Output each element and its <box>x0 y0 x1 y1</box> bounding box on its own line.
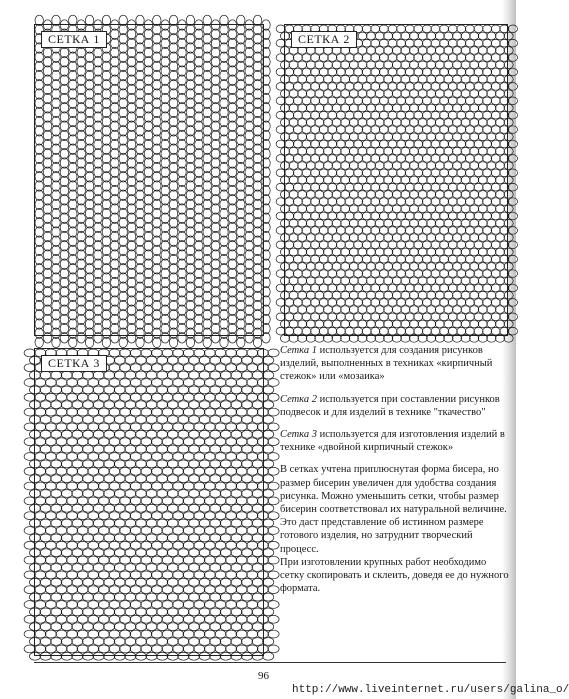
grid-1-label: СЕТКА 1 <box>41 31 107 48</box>
term-grid-2: Сетка 2 <box>280 393 317 405</box>
bead-grid-2 <box>284 24 508 336</box>
bead-pattern-1 <box>35 25 263 335</box>
grid-2-label: СЕТКА 2 <box>291 31 357 48</box>
paragraph-grid-3-text: используется для изготовления изделий в технике «двойной кирпичный стежок» <box>280 429 505 454</box>
paragraph-grid-2 <box>280 393 512 419</box>
bead-pattern-3 <box>35 349 263 655</box>
source-watermark: http://www.liveinternet.ru/users/galina_o/ <box>292 684 569 696</box>
paragraph-bead-shape: В сетках учтена приплюснутая форма бисера, но размер бисерин увеличен для удобства создания рисунка. Можно уменьшить сетки, чтобы размер бисерин соответствовал их натуральной величине. Это даст представление об истинном размере готового изделия, но затруднит творческий процесс. <box>280 464 507 555</box>
term-grid-1: Сетка 1 <box>280 345 317 356</box>
paragraph-grid-2-text: используется при составлении рисунков подвесок и для изделий в технике "ткачество" <box>280 393 500 418</box>
description-column <box>280 344 512 595</box>
bead-grid-3 <box>34 348 264 656</box>
bead-pattern-2 <box>285 25 507 335</box>
paragraph-grid-1 <box>280 344 512 384</box>
paragraph-grid-1-text: используется для создания рисунков изделий, выполненных в техниках «кирпичный стежок» или «мозаика» <box>280 345 493 383</box>
bead-grid-1 <box>34 24 264 336</box>
footer-rule <box>34 662 506 663</box>
term-grid-3: Сетка 3 <box>280 429 317 441</box>
page-number: 96 <box>258 670 269 682</box>
paragraph-grid-3 <box>280 428 512 454</box>
grid-3-label: СЕТКА 3 <box>41 355 107 372</box>
paragraph-large-works: При изготовлении крупных работ необходимо сетку скопировать и склеить, доведя ее до нужного формата. <box>280 556 509 595</box>
